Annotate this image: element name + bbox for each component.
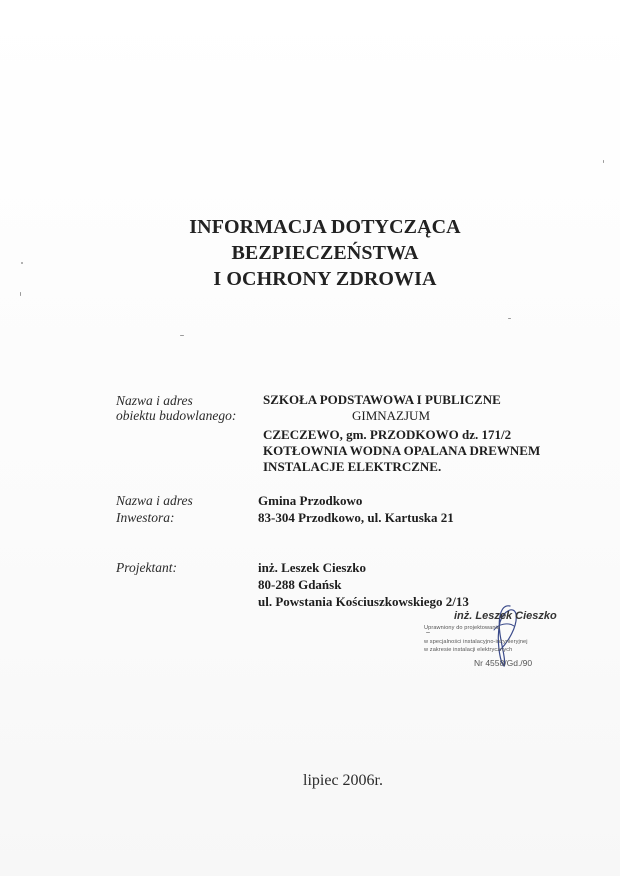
title-line-2: BEZPIECZEŃSTWA — [231, 242, 419, 264]
object-label-line-2: obiektu budowlanego: — [116, 408, 237, 423]
investor-name: Gmina Przodkowo — [258, 493, 363, 508]
stamp-line-1: Uprawniony do projektowania — [424, 625, 501, 631]
scan-speck — [180, 335, 184, 336]
designer-city: 80-288 Gdańsk — [258, 577, 342, 592]
document-date: lipiec 2006r. — [303, 772, 383, 789]
scan-speck — [603, 160, 604, 163]
scan-speck — [426, 632, 430, 633]
stamp-line-3: w zakresie instalacji elektrycznych — [424, 647, 513, 653]
object-scope-line-2: INSTALACJE ELEKTRCZNE. — [263, 459, 442, 474]
object-scope-line-1: KOTŁOWNIA WODNA OPALANA DREWNEM — [263, 443, 541, 458]
investor-address: 83-304 Przodkowo, ul. Kartuska 21 — [258, 510, 454, 525]
scan-speck — [20, 292, 21, 296]
object-address: CZECZEWO, gm. PRZODKOWO dz. 171/2 — [263, 427, 512, 442]
designer-name: inż. Leszek Cieszko — [258, 560, 366, 575]
investor-label-line-1: Nazwa i adres — [116, 493, 193, 508]
stamp-name: inż. Leszek Cieszko — [454, 610, 557, 622]
designer-street: ul. Powstania Kościuszkowskiego 2/13 — [258, 594, 469, 609]
designer-stamp — [420, 610, 590, 672]
object-label-line-1: Nazwa i adres — [116, 393, 193, 408]
title-line-1: INFORMACJA DOTYCZĄCA — [189, 216, 461, 238]
object-name-line-2: GIMNAZJUM — [352, 408, 430, 423]
object-name-line-1: SZKOŁA PODSTAWOWA I PUBLICZNE — [263, 392, 501, 407]
document-title — [0, 214, 620, 292]
designer-label: Projektant: — [116, 560, 177, 575]
scan-speck — [508, 318, 511, 319]
investor-label-line-2: Inwestora: — [116, 510, 175, 525]
title-line-3: I OCHRONY ZDROWIA — [213, 268, 437, 290]
stamp-number: Nr 4558/Gd./90 — [474, 658, 533, 668]
stamp-line-2: w specjalności instalacyjno-inżynieryjnej — [424, 639, 528, 645]
